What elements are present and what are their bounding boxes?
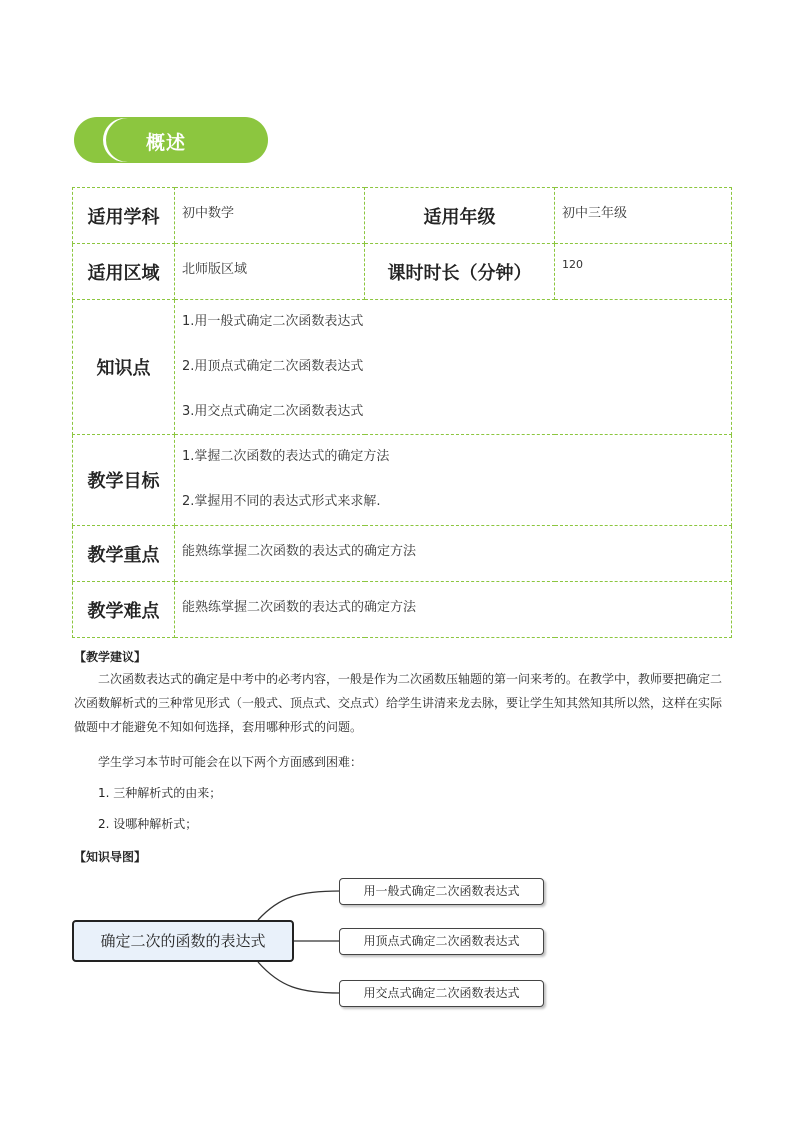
connector-line xyxy=(258,891,340,920)
difficulty-item: 2. 设哪种解析式； xyxy=(98,817,198,831)
knowledge-item: 3.用交点式确定二次函数表达式 xyxy=(182,404,364,419)
grade-label: 适用年级 xyxy=(365,188,555,244)
advice-intro: 学生学习本节时可能会在以下两个方面感到困难： xyxy=(98,755,363,769)
advice-heading: 【教学建议】 xyxy=(74,650,147,664)
difficulty-item: 1. 三种解析式的由来； xyxy=(98,786,222,800)
advice-paragraph: 二次函数表达式的确定是中考中的必考内容，一般是作为二次函数压轴题的第一问来考的。在教学中，教师要把确定二次函数解析式的三种常见形式（一般式、顶点式、交点式）给学生讲清来龙去脉，要让学生知其然知其所以然，这样在实际做题中才能避免不知如何选择，套用哪种形式的问题。 xyxy=(74,672,723,734)
duration-value: 120 xyxy=(555,244,732,300)
connector-line xyxy=(258,962,340,993)
knowledge-item: 2.用顶点式确定二次函数表达式 xyxy=(182,359,364,374)
grade-value: 初中三年级 xyxy=(555,188,732,244)
subject-value: 初中数学 xyxy=(175,188,365,244)
mindmap-node-general-form: 用一般式确定二次函数表达式 xyxy=(339,878,544,905)
mindmap-node-intercept-form: 用交点式确定二次函数表达式 xyxy=(339,980,544,1007)
region-label: 适用区域 xyxy=(73,244,175,300)
mindmap-heading: 【知识导图】 xyxy=(74,850,147,864)
goal-item: 1.掌握二次函数的表达式的确定方法 xyxy=(182,449,390,464)
difficulty-value: 能熟练掌握二次函数的表达式的确定方法 xyxy=(175,582,732,638)
goal-item: 2.掌握用不同的表达式形式来求解. xyxy=(182,494,381,509)
mindmap-root-node: 确定二次的函数的表达式 xyxy=(72,920,294,962)
knowledge-item: 1.用一般式确定二次函数表达式 xyxy=(182,314,364,329)
knowledge-label: 知识点 xyxy=(73,300,175,435)
focus-value: 能熟练掌握二次函数的表达式的确定方法 xyxy=(175,526,732,582)
goal-label: 教学目标 xyxy=(73,435,175,526)
mindmap-node-vertex-form: 用顶点式确定二次函数表达式 xyxy=(339,928,544,955)
duration-label: 课时时长（分钟） xyxy=(365,244,555,300)
focus-label: 教学重点 xyxy=(73,526,175,582)
subject-label: 适用学科 xyxy=(73,188,175,244)
difficulty-label: 教学难点 xyxy=(73,582,175,638)
section-title: 概述 xyxy=(146,132,187,154)
region-value: 北师版区域 xyxy=(175,244,365,300)
